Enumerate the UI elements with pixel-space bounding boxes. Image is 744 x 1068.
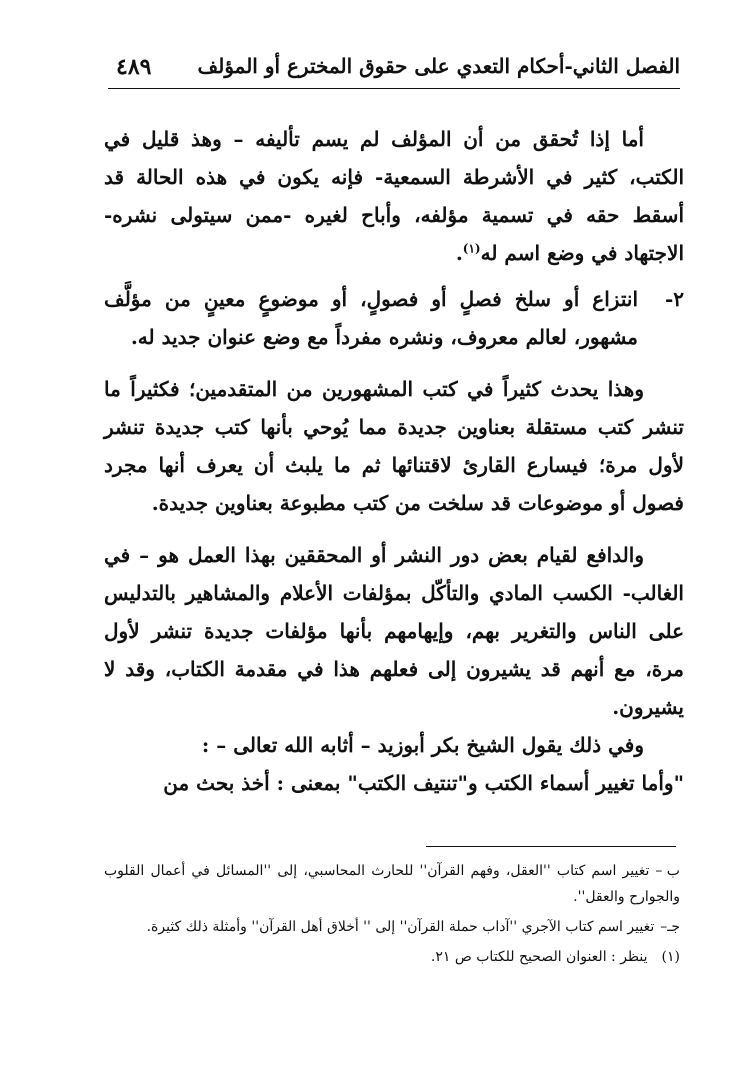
footnote-b-label: ب – [655,863,680,879]
paragraph-2: وهذا يحدث كثيراً في كتب المشهورين من المتقدمين؛ فكثيراً ما تنشر كتب مستقلة بعناوين جديدة مما يُوحي بأنها كتب جديدة تنشر لأول مرة؛ فيسارع القارئ لاقتنائها ثم ما يلبث أن يعرف أنها مجرد فصول أو موضوعات قد سلخت من كتب مطبوعة بعناوين جديدة. [104,377,684,515]
footnote-rule [426,846,676,847]
footnote-ref-1: (١) [462,241,481,256]
footnote-1-text: ينظر : العنوان الصحيح للكتاب ص ٢١. [430,949,648,965]
page-number: ٤٨٩ [116,54,152,80]
footnotes [104,858,680,974]
footnote-j [104,914,680,940]
footnote-1 [104,944,680,970]
list-item-2-text: انتزاع أو سلخ فصلٍ أو فصولٍ، أو موضوعٍ معينٍ من مؤلَّف مشهور، لعالم معروف، ونشره مفرداً مع وضع عنوان جديد له. [104,287,638,349]
paragraph-1 [104,120,684,272]
list-item-2-number: ٢- [664,287,684,311]
footnote-j-text: تغيير اسم كتاب الآجري ''آداب حملة القرآن'' إلى '' أخلاق أهل القرآن'' وأمثلة ذلك كثيرة. [146,919,655,935]
footnote-1-number: (١) [661,949,680,965]
main-text [104,120,684,802]
footnote-j-label: جـ– [660,919,680,935]
paragraph-4: وفي ذلك يقول الشيخ بكر أبوزيد – أثابه الله تعالى – : [201,733,644,757]
list-item-2 [104,280,684,356]
running-header [108,52,680,86]
quote-start: "وأما تغيير أسماء الكتب و"تنتيف الكتب" بمعنى : أخذ بحث من [163,771,684,795]
paragraph-3: والدافع لقيام بعض دور النشر أو المحققين بهذا العمل هو – في الغالب- الكسب المادي والتأكّل بمؤلفات الأعلام والمشاهير بالتدليس على الناس والتغرير بهم، وإيهامهم بأنها مؤلفات جديدة تنشر لأول مرة، مع أنهم قد يشيرون إلى فعلهم هذا في مقدمة الكتاب، وقد لا يشيرون. [104,543,684,719]
footnote-b [104,858,680,910]
paragraph-1-end: . [455,241,463,265]
header-title: الفصل الثاني-أحكام التعدي على حقوق المخترع أو المؤلف [197,54,680,78]
footnote-b-text: تغيير اسم كتاب ''العقل، وفهم القرآن'' للحارث المحاسبي، إلى ''المسائل في أعمال القلوب والجوارح والعقل''. [104,863,680,905]
paragraph-1-text: أما إذا تُحقق من أن المؤلف لم يسم تأليفه – وهذ قليل في الكتب، كثير في الأشرطة السمعية- فإنه يكون في هذه الحالة قد أسقط حقه في تسمية مؤلفه، وأباح لغيره -ممن سيتولى نشره- الاجتهاد في وضع اسم له [104,127,684,265]
header-rule [108,88,680,89]
